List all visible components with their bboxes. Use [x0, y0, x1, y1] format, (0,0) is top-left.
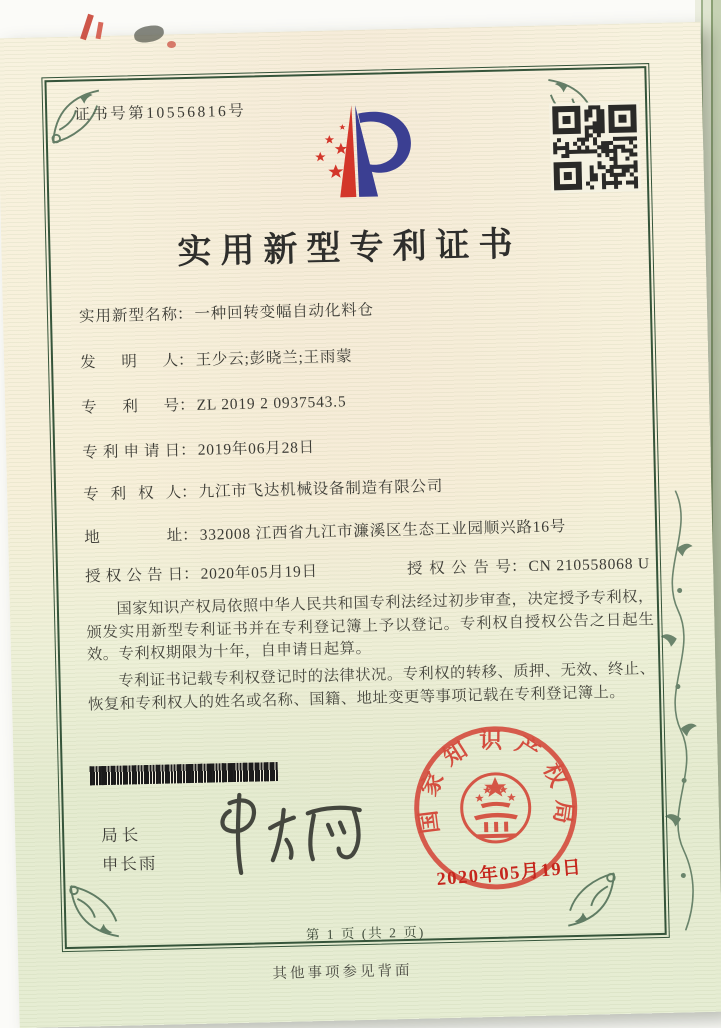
seal-text: 国家知识产权局	[414, 727, 578, 837]
field-inventors: 发明人： 王少云;彭晓兰;王雨蒙	[79, 348, 353, 372]
seal-date: 2020年05月19日	[435, 857, 583, 891]
legal-paragraph: 国家知识产权局依照中华人民共和国专利法经过初步审查，决定授予专利权，颁发实用新型专利证书并在专利登记簿上予以登记。专利权自授权公告之日起生效。专利权期限为十年，自申请日起算。	[86, 588, 655, 664]
national-emblem-icon	[461, 773, 531, 843]
footer-note: 其他事项参见背面	[272, 962, 413, 983]
certificate-number: 证书号第10556816号	[74, 102, 247, 124]
field-address: 地址： 332008 江西省九江市濂溪区生态工业园顺兴路16号	[84, 518, 567, 547]
legal-text	[86, 586, 657, 720]
page-number: 第 1 页 (共 2 页)	[305, 924, 426, 943]
field-patent-number: 专利号： ZL 2019 2 0937543.5	[80, 393, 347, 417]
certificate-paper	[0, 22, 721, 1028]
director-name: 申长雨	[101, 853, 158, 875]
cnipa-logo-icon	[284, 100, 428, 203]
field-application-date: 专利申请日： 2019年06月28日	[82, 439, 316, 462]
qr-code-icon	[548, 101, 642, 193]
director-title: 局长	[101, 825, 143, 846]
field-patentee: 专利权人： 九江市飞达机械设备制造有限公司	[83, 478, 444, 504]
field-grant-number: 授权公告号： CN 210558068 U	[406, 555, 651, 578]
legal-paragraph: 专利证书记载专利权登记时的法律状况。专利权的转移、质押、无效、终止、恢复和专利权人的姓名或名称、国籍、地址变更等事项记载在专利登记簿上。	[87, 659, 656, 713]
field-utility-model-name: 实用新型名称： 一种回转变幅自动化料仓	[78, 301, 374, 326]
certificate-title: 实用新型专利证书	[177, 226, 522, 272]
scan-artifact-red	[167, 41, 176, 48]
field-grant-date: 授权公告日： 2020年05月19日	[84, 563, 319, 586]
director-signature-icon	[199, 786, 381, 885]
